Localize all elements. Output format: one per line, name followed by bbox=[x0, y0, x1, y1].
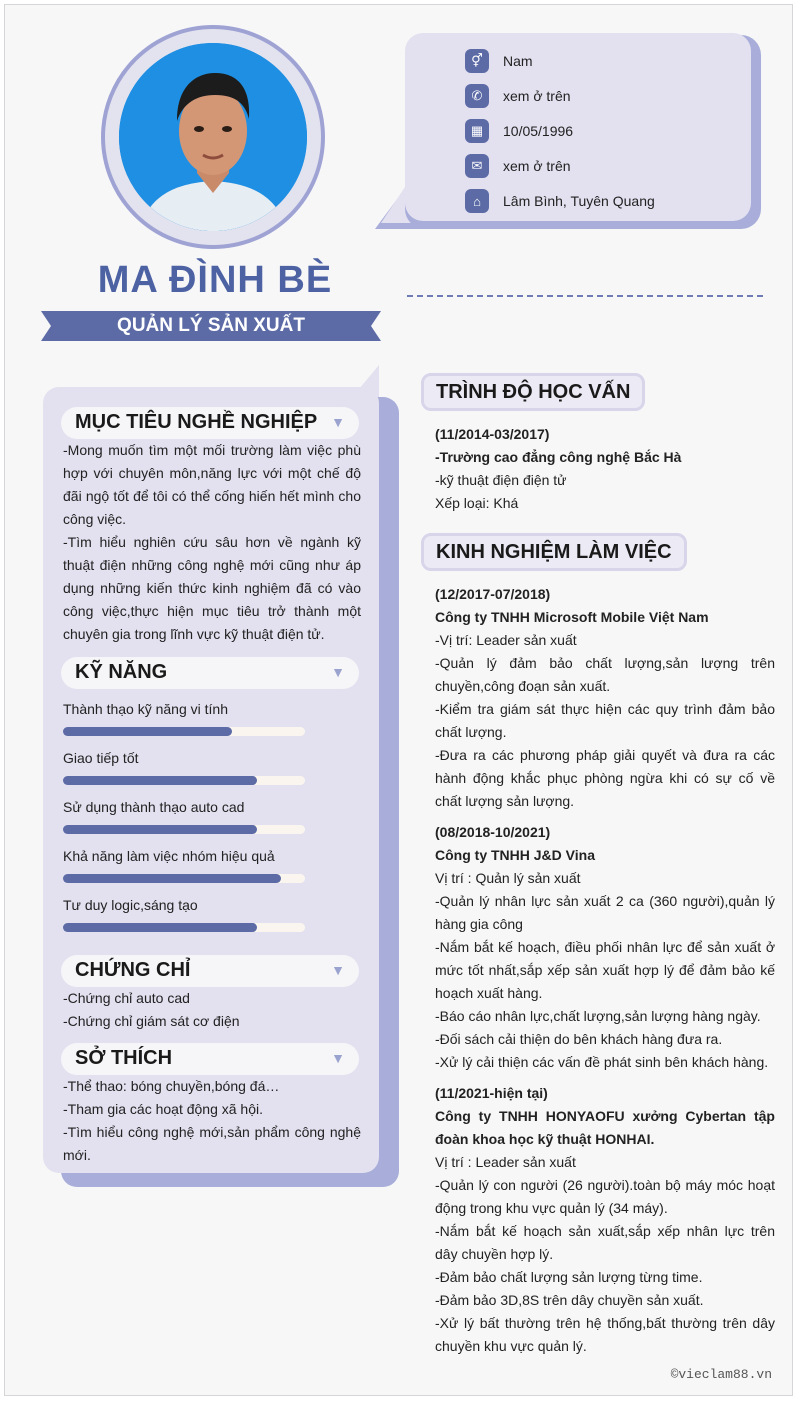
job-period: (11/2021-hiện tại) bbox=[435, 1085, 548, 1101]
job-duty: -Nắm bắt kế hoạch, điều phối nhân lực để sản xuất ở mức tốt nhất,sắp xếp sản xuất hợp lý để đảm bảo kế hoạch xuất hàng. bbox=[435, 939, 775, 1001]
job-duty: -Quản lý con người (26 người).toàn bộ máy móc hoạt động trong khu vực quản lý (34 máy). bbox=[435, 1177, 775, 1216]
skills-header bbox=[61, 657, 359, 689]
job-entry bbox=[435, 583, 775, 813]
triangle-down-icon: ▼ bbox=[331, 414, 345, 430]
objective-paragraph: -Tìm hiểu nghiên cứu sâu hơn về ngành kỹ thuật điện những công nghệ mới cũng như áp dụng những kiến thức kinh nghiệm đã có vào công việc,thực hiện mục tiêu trở thành một chuyên gia trong lĩnh vực kỹ thuật điện tử. bbox=[63, 534, 361, 642]
divider-dashed bbox=[407, 295, 763, 297]
contact-gender bbox=[465, 49, 533, 73]
certificates-title: CHỨNG CHỈ bbox=[75, 959, 191, 981]
skill-label: Giao tiếp tốt bbox=[63, 750, 139, 766]
gender-value: Nam bbox=[503, 53, 533, 69]
calendar-icon: ▦ bbox=[465, 119, 489, 143]
watermark: ©vieclam88.vn bbox=[670, 1367, 772, 1382]
certificates-list bbox=[63, 987, 361, 1033]
hobby-item: -Tìm hiểu công nghệ mới,sản phẩm công nghệ mới. bbox=[63, 1124, 361, 1163]
contact-address bbox=[465, 189, 655, 213]
phone-value: xem ở trên bbox=[503, 88, 571, 104]
objective-title: MỤC TIÊU NGHỀ NGHIỆP bbox=[75, 411, 318, 433]
job-duty: -Xử lý bất thường trên hệ thống,bất thường trên dây chuyền khu vực quản lý. bbox=[435, 1315, 775, 1354]
job-duty: -Đảm bảo 3D,8S trên dây chuyền sản xuất. bbox=[435, 1292, 704, 1308]
job-duty: -Quản lý nhân lực sản xuất 2 ca (360 người),quản lý hàng gia công bbox=[435, 893, 775, 932]
job-period: (12/2017-07/2018) bbox=[435, 586, 551, 602]
avatar bbox=[119, 43, 307, 231]
job-company: Công ty TNHH Microsoft Mobile Việt Nam bbox=[435, 609, 709, 625]
hobbies-title: SỞ THÍCH bbox=[75, 1047, 173, 1069]
email-icon: ✉ bbox=[465, 154, 489, 178]
hobby-item: -Thể thao: bóng chuyền,bóng đá… bbox=[63, 1078, 280, 1094]
job-role: Vị trí : Quản lý sản xuất bbox=[435, 870, 581, 886]
skill-bar-fill bbox=[63, 727, 232, 736]
education-major: -kỹ thuật điện điện tử bbox=[435, 472, 567, 488]
objective-text bbox=[63, 439, 361, 646]
job-period: (08/2018-10/2021) bbox=[435, 824, 551, 840]
skill-bar bbox=[63, 874, 305, 883]
job-duty: -Đảm bảo chất lượng sản lượng từng time. bbox=[435, 1269, 703, 1285]
job-entry bbox=[435, 1082, 775, 1358]
skills-title: KỸ NĂNG bbox=[75, 661, 168, 683]
skill-label: Sử dụng thành thạo auto cad bbox=[63, 799, 245, 815]
avatar-frame bbox=[101, 25, 325, 249]
education-block bbox=[435, 423, 775, 515]
objective-paragraph: -Mong muốn tìm một mối trường làm việc phù hợp với chuyên môn,năng lực với một chế độ đãi ngộ tốt để tôi có thể cống hiến hết mình cho công việc. bbox=[63, 442, 361, 527]
certificate-item: -Chứng chỉ giám sát cơ điện bbox=[63, 1013, 240, 1029]
triangle-down-icon: ▼ bbox=[331, 962, 345, 978]
job-duty: -Kiểm tra giám sát thực hiện các quy trình đảm bảo chất lượng. bbox=[435, 701, 775, 740]
skill-bar bbox=[63, 776, 305, 785]
skill-bar-fill bbox=[63, 825, 257, 834]
skill-label: Tư duy logic,sáng tạo bbox=[63, 897, 198, 913]
triangle-down-icon: ▼ bbox=[331, 1050, 345, 1066]
hobbies-list bbox=[63, 1075, 361, 1167]
certificates-header bbox=[61, 955, 359, 987]
phone-icon: ✆ bbox=[465, 84, 489, 108]
skill-bar bbox=[63, 727, 305, 736]
skill-label: Thành thạo kỹ năng vi tính bbox=[63, 701, 228, 717]
skill-label: Khả năng làm việc nhóm hiệu quả bbox=[63, 848, 275, 864]
job-duty: -Nắm bắt kế hoạch sản xuất,sắp xếp nhân lực trên dây chuyền hợp lý. bbox=[435, 1223, 775, 1262]
contact-card bbox=[405, 33, 751, 221]
skill-bar-fill bbox=[63, 874, 281, 883]
candidate-name: MA ĐÌNH BÈ bbox=[97, 259, 333, 301]
experience-title: KINH NGHIỆM LÀM VIỆC bbox=[421, 533, 687, 571]
position-ribbon bbox=[41, 307, 381, 345]
left-panel bbox=[43, 387, 379, 1173]
hobbies-header bbox=[61, 1043, 359, 1075]
job-duty: -Quản lý đảm bảo chất lượng,sản lượng trên chuyền,công đoạn sản xuất. bbox=[435, 655, 775, 694]
job-duty: -Đưa ra các phương pháp giải quyết và đưa ra các hành động khắc phục phòng ngừa khi có sự cố về chất lượng sản lượng. bbox=[435, 747, 775, 809]
job-duty: -Báo cáo nhân lực,chất lượng,sản lượng hàng ngày. bbox=[435, 1008, 761, 1024]
email-value: xem ở trên bbox=[503, 158, 571, 174]
hobby-item: -Tham gia các hoạt động xã hội. bbox=[63, 1101, 264, 1117]
job-company: Công ty TNHH HONYAOFU xưởng Cybertan tập đoàn khoa học kỹ thuật HONHAI. bbox=[435, 1108, 775, 1147]
job-entry bbox=[435, 821, 775, 1074]
skill-bar bbox=[63, 825, 305, 834]
education-period: (11/2014-03/2017) bbox=[435, 426, 550, 442]
skill-bar bbox=[63, 923, 305, 932]
position-title: QUẢN LÝ SẢN XUẤT bbox=[117, 315, 305, 336]
education-title: TRÌNH ĐỘ HỌC VẤN bbox=[421, 373, 645, 411]
job-company: Công ty TNHH J&D Vina bbox=[435, 847, 595, 863]
cv-page bbox=[4, 4, 793, 1396]
home-icon: ⌂ bbox=[465, 189, 489, 213]
skill-bar-fill bbox=[63, 776, 257, 785]
triangle-down-icon: ▼ bbox=[331, 664, 345, 680]
contact-email bbox=[465, 154, 571, 178]
job-duty: -Đối sách cải thiện do bên khách hàng đưa ra. bbox=[435, 1031, 723, 1047]
job-role: Vị trí : Leader sản xuất bbox=[435, 1154, 576, 1170]
birthday-value: 10/05/1996 bbox=[503, 123, 574, 139]
skill-bar-fill bbox=[63, 923, 257, 932]
job-role: -Vị trí: Leader sản xuất bbox=[435, 632, 577, 648]
certificate-item: -Chứng chỉ auto cad bbox=[63, 990, 190, 1006]
contact-birthday bbox=[465, 119, 573, 143]
contact-phone bbox=[465, 84, 571, 108]
gender-icon: ⚥ bbox=[465, 49, 489, 73]
objective-header bbox=[61, 407, 359, 439]
education-school: -Trường cao đẳng công nghệ Bắc Hà bbox=[435, 449, 682, 465]
address-value: Lâm Bình, Tuyên Quang bbox=[503, 193, 655, 209]
education-rank: Xếp loại: Khá bbox=[435, 495, 519, 511]
job-duty: -Xử lý cải thiện các vấn đề phát sinh bên khách hàng. bbox=[435, 1054, 769, 1070]
